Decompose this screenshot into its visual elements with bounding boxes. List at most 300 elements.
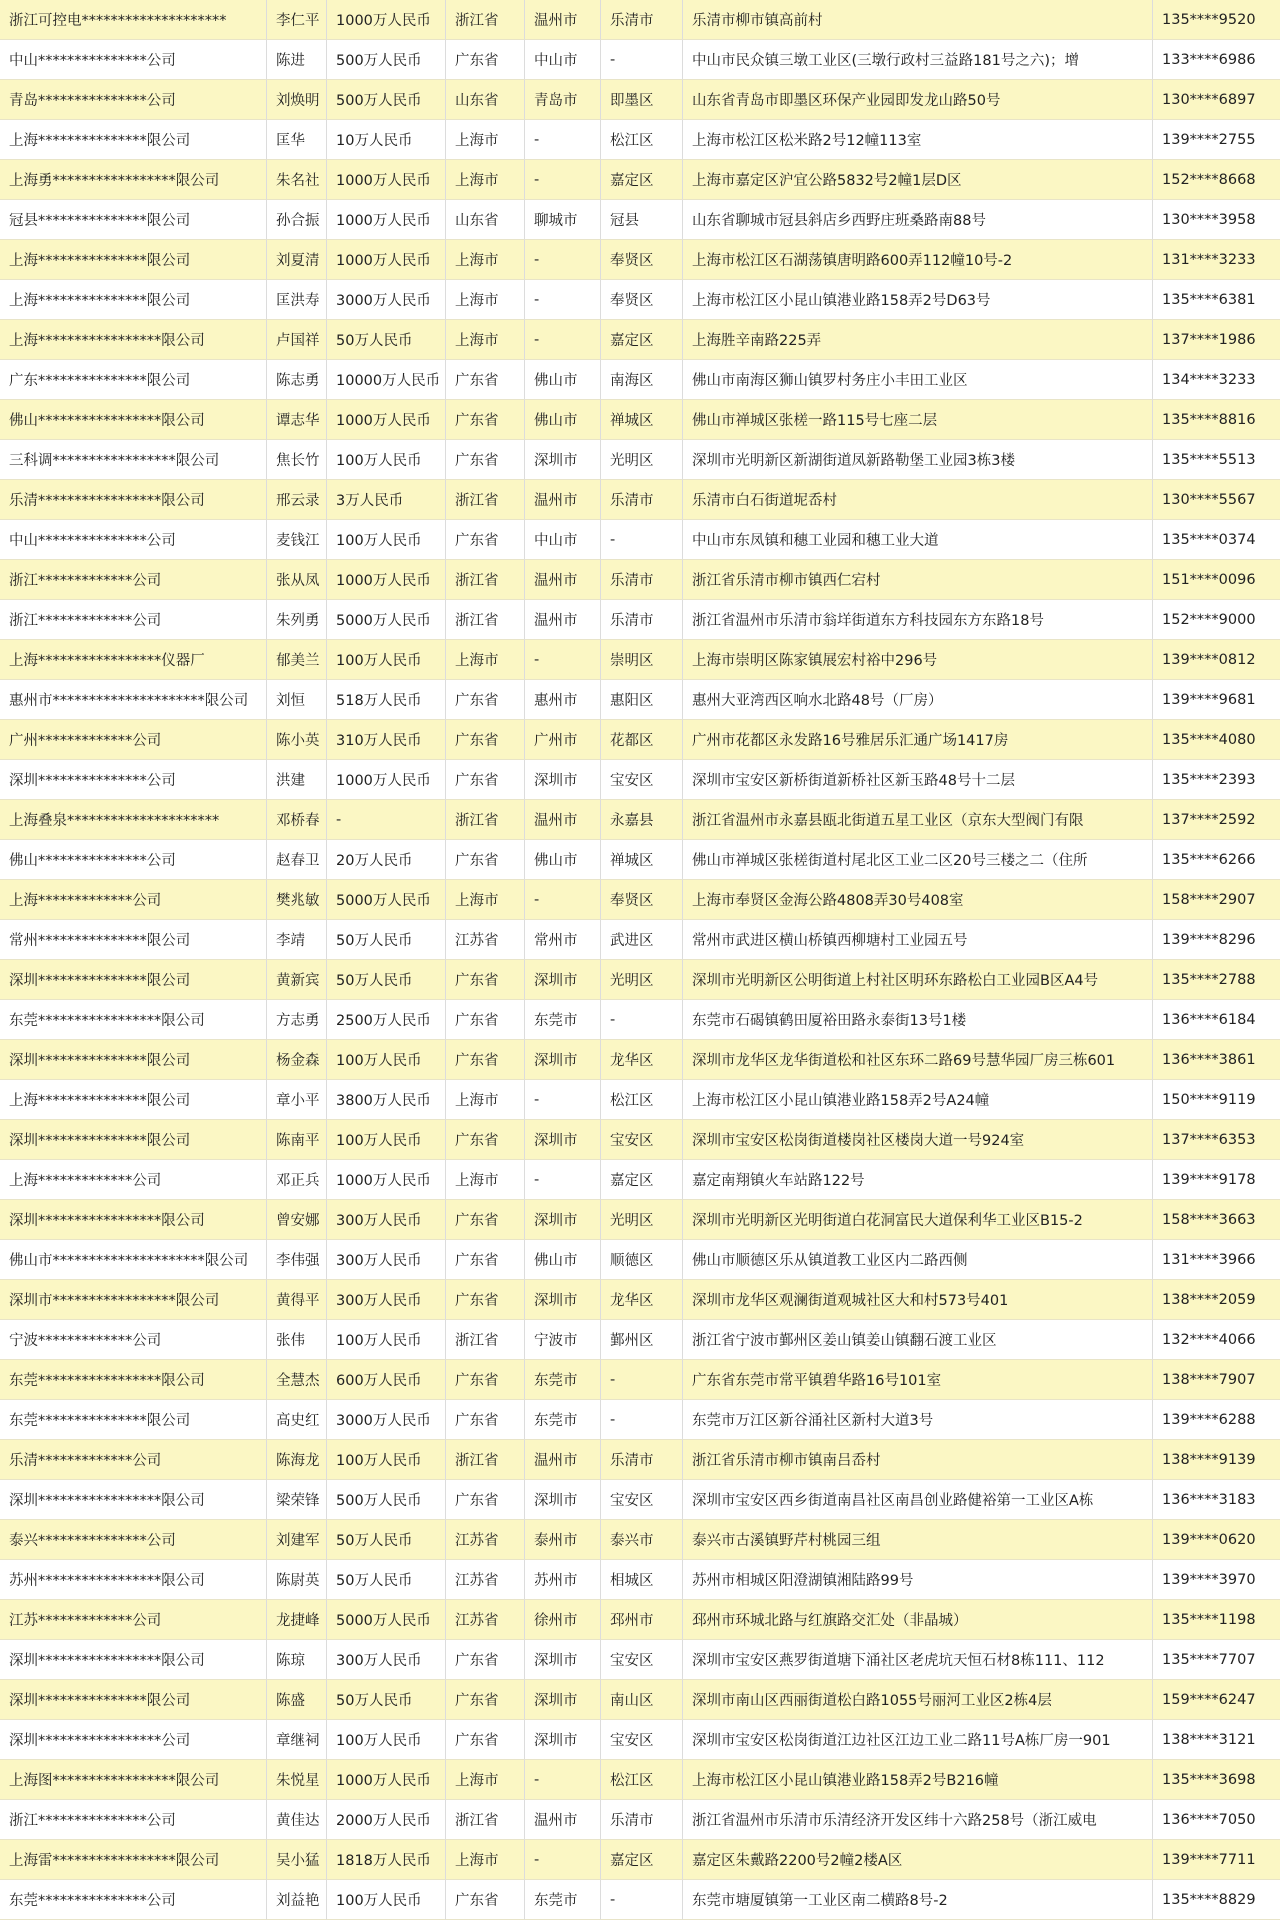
district-cell: 鄞州区 (601, 1320, 683, 1360)
registered-capital-cell: 1000万人民币 (327, 560, 446, 600)
company-name-cell: 宁波*************公司 (0, 1320, 267, 1360)
legal-rep-cell: 李伟强 (267, 1240, 327, 1280)
legal-rep-cell: 陈海龙 (267, 1440, 327, 1480)
table-row (0, 1560, 1280, 1600)
phone-cell: 139****0812 (1153, 640, 1280, 680)
registered-capital-cell: 100万人民币 (327, 520, 446, 560)
province-cell: 广东省 (446, 1720, 525, 1760)
registered-capital-cell: 500万人民币 (327, 40, 446, 80)
address-cell: 深圳市光明新区公明街道上村社区明环东路松白工业园B区A4号 (683, 960, 1153, 1000)
phone-cell: 136****3183 (1153, 1480, 1280, 1520)
company-name-cell: 佛山市*********************限公司 (0, 1240, 267, 1280)
province-cell: 江苏省 (446, 1520, 525, 1560)
table-row (0, 480, 1280, 520)
legal-rep-cell: 焦长竹 (267, 440, 327, 480)
company-name-cell: 浙江*************公司 (0, 600, 267, 640)
address-cell: 浙江省宁波市鄞州区姜山镇姜山镇翻石渡工业区 (683, 1320, 1153, 1360)
phone-cell: 135****6381 (1153, 280, 1280, 320)
legal-rep-cell: 陈盛 (267, 1680, 327, 1720)
city-cell: 深圳市 (525, 1640, 601, 1680)
address-cell: 常州市武进区横山桥镇西柳塘村工业园五号 (683, 920, 1153, 960)
company-name-cell: 广州*************公司 (0, 720, 267, 760)
district-cell: - (601, 520, 683, 560)
city-cell: 泰州市 (525, 1520, 601, 1560)
legal-rep-cell: 陈琼 (267, 1640, 327, 1680)
city-cell: 深圳市 (525, 1280, 601, 1320)
registered-capital-cell: 100万人民币 (327, 1120, 446, 1160)
province-cell: 广东省 (446, 1880, 525, 1920)
address-cell: 嘉定南翔镇火车站路122号 (683, 1160, 1153, 1200)
phone-cell: 139****2755 (1153, 120, 1280, 160)
district-cell: 宝安区 (601, 760, 683, 800)
legal-rep-cell: 全慧杰 (267, 1360, 327, 1400)
province-cell: 上海市 (446, 880, 525, 920)
province-cell: 广东省 (446, 1480, 525, 1520)
province-cell: 上海市 (446, 1760, 525, 1800)
province-cell: 江苏省 (446, 920, 525, 960)
district-cell: 冠县 (601, 200, 683, 240)
registered-capital-cell: 5000万人民币 (327, 1600, 446, 1640)
table-row (0, 1600, 1280, 1640)
phone-cell: 137****1986 (1153, 320, 1280, 360)
city-cell: - (525, 320, 601, 360)
legal-rep-cell: 邓正兵 (267, 1160, 327, 1200)
table-row (0, 320, 1280, 360)
registered-capital-cell: 10000万人民币 (327, 360, 446, 400)
province-cell: 浙江省 (446, 1320, 525, 1360)
table-row (0, 1720, 1280, 1760)
province-cell: 广东省 (446, 1200, 525, 1240)
company-name-cell: 惠州市*********************限公司 (0, 680, 267, 720)
province-cell: 浙江省 (446, 0, 525, 40)
company-name-cell: 上海雷*****************限公司 (0, 1840, 267, 1880)
legal-rep-cell: 黄新宾 (267, 960, 327, 1000)
registered-capital-cell: 1818万人民币 (327, 1840, 446, 1880)
phone-cell: 150****9119 (1153, 1080, 1280, 1120)
city-cell: 深圳市 (525, 1720, 601, 1760)
province-cell: 广东省 (446, 40, 525, 80)
province-cell: 山东省 (446, 200, 525, 240)
address-cell: 上海胜辛南路225弄 (683, 320, 1153, 360)
table-row (0, 240, 1280, 280)
city-cell: 东莞市 (525, 1400, 601, 1440)
phone-cell: 139****8296 (1153, 920, 1280, 960)
district-cell: 永嘉县 (601, 800, 683, 840)
registered-capital-cell: 100万人民币 (327, 1040, 446, 1080)
registered-capital-cell: 1000万人民币 (327, 0, 446, 40)
district-cell: 宝安区 (601, 1480, 683, 1520)
registered-capital-cell: 3800万人民币 (327, 1080, 446, 1120)
province-cell: 广东省 (446, 1640, 525, 1680)
address-cell: 深圳市宝安区新桥街道新桥社区新玉路48号十二层 (683, 760, 1153, 800)
district-cell: 泰兴市 (601, 1520, 683, 1560)
table-row (0, 1800, 1280, 1840)
address-cell: 东莞市石碣镇鹤田厦裕田路永泰街13号1楼 (683, 1000, 1153, 1040)
phone-cell: 135****7707 (1153, 1640, 1280, 1680)
company-name-cell: 东莞*****************限公司 (0, 1000, 267, 1040)
registered-capital-cell: 310万人民币 (327, 720, 446, 760)
legal-rep-cell: 陈南平 (267, 1120, 327, 1160)
district-cell: 光明区 (601, 440, 683, 480)
city-cell: 中山市 (525, 520, 601, 560)
province-cell: 上海市 (446, 1840, 525, 1880)
legal-rep-cell: 黄佳达 (267, 1800, 327, 1840)
address-cell: 上海市崇明区陈家镇展宏村裕中296号 (683, 640, 1153, 680)
city-cell: 佛山市 (525, 360, 601, 400)
phone-cell: 137****6353 (1153, 1120, 1280, 1160)
district-cell: 龙华区 (601, 1040, 683, 1080)
district-cell: - (601, 1880, 683, 1920)
legal-rep-cell: 洪建 (267, 760, 327, 800)
company-name-cell: 上海*****************限公司 (0, 320, 267, 360)
registered-capital-cell: 3000万人民币 (327, 1400, 446, 1440)
legal-rep-cell: 陈小英 (267, 720, 327, 760)
table-row (0, 1840, 1280, 1880)
registered-capital-cell: 300万人民币 (327, 1640, 446, 1680)
city-cell: 深圳市 (525, 760, 601, 800)
registered-capital-cell: 300万人民币 (327, 1240, 446, 1280)
province-cell: 浙江省 (446, 600, 525, 640)
province-cell: 江苏省 (446, 1560, 525, 1600)
district-cell: 顺德区 (601, 1240, 683, 1280)
company-name-cell: 东莞***************限公司 (0, 1400, 267, 1440)
table-row (0, 720, 1280, 760)
address-cell: 深圳市光明新区光明街道白花洞富民大道保利华工业区B15-2 (683, 1200, 1153, 1240)
legal-rep-cell: 刘恒 (267, 680, 327, 720)
province-cell: 上海市 (446, 160, 525, 200)
company-name-cell: 浙江*************公司 (0, 560, 267, 600)
province-cell: 广东省 (446, 1240, 525, 1280)
phone-cell: 130****5567 (1153, 480, 1280, 520)
legal-rep-cell: 张伟 (267, 1320, 327, 1360)
legal-rep-cell: 卢国祥 (267, 320, 327, 360)
registered-capital-cell: 3万人民币 (327, 480, 446, 520)
legal-rep-cell: 孙合振 (267, 200, 327, 240)
province-cell: 浙江省 (446, 1440, 525, 1480)
table-row (0, 360, 1280, 400)
registered-capital-cell: 1000万人民币 (327, 1160, 446, 1200)
legal-rep-cell: 匡华 (267, 120, 327, 160)
province-cell: 广东省 (446, 1280, 525, 1320)
district-cell: 邳州市 (601, 1600, 683, 1640)
registered-capital-cell: 1000万人民币 (327, 760, 446, 800)
district-cell: 即墨区 (601, 80, 683, 120)
province-cell: 广东省 (446, 720, 525, 760)
company-name-cell: 三科调*****************限公司 (0, 440, 267, 480)
legal-rep-cell: 刘建军 (267, 1520, 327, 1560)
table-row (0, 1360, 1280, 1400)
phone-cell: 136****6184 (1153, 1000, 1280, 1040)
address-cell: 深圳市光明新区新湖街道凤新路勒堡工业园3栋3楼 (683, 440, 1153, 480)
legal-rep-cell: 龙捷峰 (267, 1600, 327, 1640)
table-row (0, 160, 1280, 200)
phone-cell: 151****0096 (1153, 560, 1280, 600)
company-name-cell: 深圳*****************限公司 (0, 1480, 267, 1520)
city-cell: 深圳市 (525, 1040, 601, 1080)
registered-capital-cell: 100万人民币 (327, 440, 446, 480)
table-row (0, 880, 1280, 920)
phone-cell: 131****3966 (1153, 1240, 1280, 1280)
company-name-cell: 上海*************公司 (0, 1160, 267, 1200)
phone-cell: 139****9681 (1153, 680, 1280, 720)
province-cell: 广东省 (446, 360, 525, 400)
legal-rep-cell: 杨金森 (267, 1040, 327, 1080)
city-cell: 广州市 (525, 720, 601, 760)
table-row (0, 800, 1280, 840)
company-name-cell: 浙江可控电******************** (0, 0, 267, 40)
district-cell: 宝安区 (601, 1640, 683, 1680)
table-row (0, 200, 1280, 240)
address-cell: 佛山市禅城区张槎街道村尾北区工业二区20号三楼之二（住所 (683, 840, 1153, 880)
table-row (0, 1480, 1280, 1520)
table-row (0, 680, 1280, 720)
legal-rep-cell: 章小平 (267, 1080, 327, 1120)
district-cell: 乐清市 (601, 0, 683, 40)
table-row (0, 840, 1280, 880)
city-cell: 深圳市 (525, 960, 601, 1000)
legal-rep-cell: 赵春卫 (267, 840, 327, 880)
registered-capital-cell: 500万人民币 (327, 80, 446, 120)
city-cell: 深圳市 (525, 1480, 601, 1520)
phone-cell: 152****9000 (1153, 600, 1280, 640)
company-name-cell: 深圳***************限公司 (0, 960, 267, 1000)
city-cell: 徐州市 (525, 1600, 601, 1640)
table-row (0, 1320, 1280, 1360)
address-cell: 乐清市白石街道坭岙村 (683, 480, 1153, 520)
district-cell: 乐清市 (601, 600, 683, 640)
address-cell: 上海市奉贤区金海公路4808弄30号408室 (683, 880, 1153, 920)
city-cell: - (525, 280, 601, 320)
registered-capital-cell: 518万人民币 (327, 680, 446, 720)
company-name-cell: 深圳*****************限公司 (0, 1640, 267, 1680)
company-name-cell: 泰兴***************公司 (0, 1520, 267, 1560)
city-cell: - (525, 240, 601, 280)
city-cell: 东莞市 (525, 1880, 601, 1920)
legal-rep-cell: 朱列勇 (267, 600, 327, 640)
province-cell: 广东省 (446, 1000, 525, 1040)
legal-rep-cell: 章继祠 (267, 1720, 327, 1760)
address-cell: 上海市松江区松米路2号12幢113室 (683, 120, 1153, 160)
province-cell: 广东省 (446, 680, 525, 720)
company-name-cell: 东莞*****************限公司 (0, 1360, 267, 1400)
table-row (0, 520, 1280, 560)
table-row (0, 1080, 1280, 1120)
company-name-cell: 乐清*************公司 (0, 1440, 267, 1480)
district-cell: 乐清市 (601, 1440, 683, 1480)
province-cell: 广东省 (446, 1680, 525, 1720)
legal-rep-cell: 陈进 (267, 40, 327, 80)
address-cell: 深圳市宝安区松岗街道江边社区江边工业二路11号A栋厂房一901 (683, 1720, 1153, 1760)
table-row (0, 760, 1280, 800)
address-cell: 上海市松江区石湖荡镇唐明路600弄112幢10号-2 (683, 240, 1153, 280)
address-cell: 佛山市南海区狮山镇罗村务庄小丰田工业区 (683, 360, 1153, 400)
registered-capital-cell: 10万人民币 (327, 120, 446, 160)
table-row (0, 1160, 1280, 1200)
address-cell: 苏州市相城区阳澄湖镇湘陆路99号 (683, 1560, 1153, 1600)
legal-rep-cell: 邓桥春 (267, 800, 327, 840)
city-cell: 东莞市 (525, 1000, 601, 1040)
company-name-cell: 深圳***************限公司 (0, 1040, 267, 1080)
registered-capital-cell: 100万人民币 (327, 1320, 446, 1360)
address-cell: 浙江省乐清市柳市镇西仁宕村 (683, 560, 1153, 600)
district-cell: - (601, 1360, 683, 1400)
address-cell: 深圳市宝安区松岗街道楼岗社区楼岗大道一号924室 (683, 1120, 1153, 1160)
legal-rep-cell: 樊兆敏 (267, 880, 327, 920)
address-cell: 山东省聊城市冠县斜店乡西野庄班桑路南88号 (683, 200, 1153, 240)
city-cell: 中山市 (525, 40, 601, 80)
legal-rep-cell: 刘焕明 (267, 80, 327, 120)
legal-rep-cell: 邢云录 (267, 480, 327, 520)
city-cell: - (525, 880, 601, 920)
registered-capital-cell: 50万人民币 (327, 320, 446, 360)
city-cell: - (525, 120, 601, 160)
company-name-cell: 深圳市*****************限公司 (0, 1280, 267, 1320)
address-cell: 山东省青岛市即墨区环保产业园即发龙山路50号 (683, 80, 1153, 120)
address-cell: 广州市花都区永发路16号雅居乐汇通广场1417房 (683, 720, 1153, 760)
city-cell: 佛山市 (525, 840, 601, 880)
registered-capital-cell: 3000万人民币 (327, 280, 446, 320)
registered-capital-cell: 1000万人民币 (327, 400, 446, 440)
legal-rep-cell: 朱悦星 (267, 1760, 327, 1800)
company-name-cell: 深圳*****************限公司 (0, 1200, 267, 1240)
legal-rep-cell: 匡洪寿 (267, 280, 327, 320)
company-name-cell: 上海勇*****************限公司 (0, 160, 267, 200)
registered-capital-cell: - (327, 800, 446, 840)
address-cell: 深圳市龙华区龙华街道松和社区东环二路69号慧华园厂房三栋601 (683, 1040, 1153, 1080)
city-cell: 宁波市 (525, 1320, 601, 1360)
company-name-cell: 东莞***************公司 (0, 1880, 267, 1920)
registered-capital-cell: 20万人民币 (327, 840, 446, 880)
phone-cell: 135****4080 (1153, 720, 1280, 760)
company-name-cell: 佛山*****************限公司 (0, 400, 267, 440)
address-cell: 泰兴市古溪镇野芹村桃园三组 (683, 1520, 1153, 1560)
district-cell: 宝安区 (601, 1720, 683, 1760)
province-cell: 广东省 (446, 1400, 525, 1440)
phone-cell: 135****2788 (1153, 960, 1280, 1000)
district-cell: 乐清市 (601, 560, 683, 600)
table-row (0, 400, 1280, 440)
table-row (0, 560, 1280, 600)
registered-capital-cell: 100万人民币 (327, 1880, 446, 1920)
company-name-cell: 上海***************限公司 (0, 240, 267, 280)
legal-rep-cell: 朱名社 (267, 160, 327, 200)
phone-cell: 135****0374 (1153, 520, 1280, 560)
address-cell: 深圳市宝安区燕罗街道塘下涌社区老虎坑天恒石材8栋111、112 (683, 1640, 1153, 1680)
phone-cell: 134****3233 (1153, 360, 1280, 400)
address-cell: 上海市松江区小昆山镇港业路158弄2号B216幢 (683, 1760, 1153, 1800)
table-row (0, 0, 1280, 40)
city-cell: 温州市 (525, 1800, 601, 1840)
district-cell: 光明区 (601, 960, 683, 1000)
district-cell: - (601, 1000, 683, 1040)
legal-rep-cell: 吴小猛 (267, 1840, 327, 1880)
legal-rep-cell: 李靖 (267, 920, 327, 960)
company-name-cell: 上海*****************仪器厂 (0, 640, 267, 680)
phone-cell: 139****9178 (1153, 1160, 1280, 1200)
district-cell: 龙华区 (601, 1280, 683, 1320)
address-cell: 东莞市塘厦镇第一工业区南二横路8号-2 (683, 1880, 1153, 1920)
district-cell: 武进区 (601, 920, 683, 960)
phone-cell: 137****2592 (1153, 800, 1280, 840)
table-row (0, 280, 1280, 320)
registered-capital-cell: 100万人民币 (327, 1720, 446, 1760)
table-row (0, 1520, 1280, 1560)
city-cell: 聊城市 (525, 200, 601, 240)
legal-rep-cell: 陈志勇 (267, 360, 327, 400)
city-cell: 温州市 (525, 0, 601, 40)
district-cell: 嘉定区 (601, 320, 683, 360)
table-row (0, 440, 1280, 480)
company-name-cell: 深圳***************限公司 (0, 1120, 267, 1160)
province-cell: 上海市 (446, 1080, 525, 1120)
district-cell: 崇明区 (601, 640, 683, 680)
company-name-cell: 上海***************限公司 (0, 280, 267, 320)
phone-cell: 139****7711 (1153, 1840, 1280, 1880)
legal-rep-cell: 张从凤 (267, 560, 327, 600)
city-cell: 常州市 (525, 920, 601, 960)
city-cell: 温州市 (525, 1440, 601, 1480)
phone-cell: 135****5513 (1153, 440, 1280, 480)
phone-cell: 138****9139 (1153, 1440, 1280, 1480)
registered-capital-cell: 2000万人民币 (327, 1800, 446, 1840)
district-cell: 松江区 (601, 1080, 683, 1120)
registered-capital-cell: 1000万人民币 (327, 240, 446, 280)
district-cell: 相城区 (601, 1560, 683, 1600)
province-cell: 上海市 (446, 640, 525, 680)
province-cell: 广东省 (446, 1040, 525, 1080)
address-cell: 深圳市龙华区观澜街道观城社区大和村573号401 (683, 1280, 1153, 1320)
province-cell: 广东省 (446, 840, 525, 880)
legal-rep-cell: 麦钱江 (267, 520, 327, 560)
province-cell: 上海市 (446, 280, 525, 320)
address-cell: 乐清市柳市镇高前村 (683, 0, 1153, 40)
district-cell: 禅城区 (601, 400, 683, 440)
company-name-cell: 浙江***************公司 (0, 1800, 267, 1840)
table-row (0, 120, 1280, 160)
district-cell: 嘉定区 (601, 1160, 683, 1200)
city-cell: - (525, 1840, 601, 1880)
phone-cell: 135****2393 (1153, 760, 1280, 800)
legal-rep-cell: 黄得平 (267, 1280, 327, 1320)
district-cell: 乐清市 (601, 480, 683, 520)
city-cell: 深圳市 (525, 1680, 601, 1720)
phone-cell: 138****3121 (1153, 1720, 1280, 1760)
province-cell: 广东省 (446, 1120, 525, 1160)
table-row (0, 1440, 1280, 1480)
phone-cell: 136****7050 (1153, 1800, 1280, 1840)
registered-capital-cell: 50万人民币 (327, 1680, 446, 1720)
legal-rep-cell: 郁美兰 (267, 640, 327, 680)
table-row (0, 1000, 1280, 1040)
address-cell: 浙江省乐清市柳市镇南吕岙村 (683, 1440, 1153, 1480)
phone-cell: 135****8829 (1153, 1880, 1280, 1920)
city-cell: - (525, 160, 601, 200)
legal-rep-cell: 方志勇 (267, 1000, 327, 1040)
province-cell: 广东省 (446, 520, 525, 560)
phone-cell: 135****9520 (1153, 0, 1280, 40)
registered-capital-cell: 500万人民币 (327, 1480, 446, 1520)
province-cell: 江苏省 (446, 1600, 525, 1640)
phone-cell: 138****7907 (1153, 1360, 1280, 1400)
table-row (0, 1040, 1280, 1080)
district-cell: 嘉定区 (601, 1840, 683, 1880)
company-name-cell: 青岛***************公司 (0, 80, 267, 120)
table-row (0, 1200, 1280, 1240)
registered-capital-cell: 600万人民币 (327, 1360, 446, 1400)
city-cell: - (525, 640, 601, 680)
address-cell: 中山市民众镇三墩工业区(三墩行政村三益路181号之六)；增 (683, 40, 1153, 80)
district-cell: 奉贤区 (601, 240, 683, 280)
